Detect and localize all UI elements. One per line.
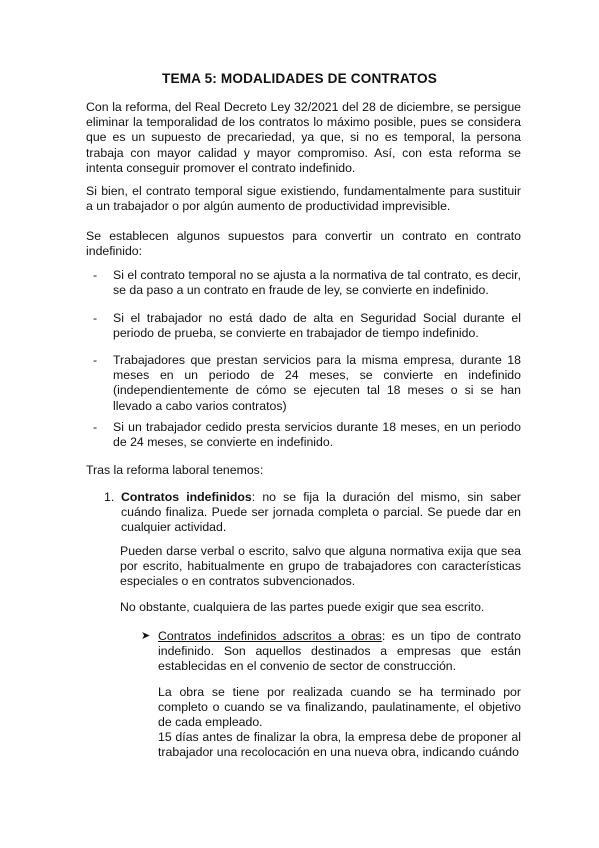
page-title: TEMA 5: MODALIDADES DE CONTRATOS (162, 71, 437, 86)
bullet-text: Si el contrato temporal no se ajusta a la normativa de tal contrato, es decir, se da paso a un contrato en fraude de ley, se convierte en indefinido. (113, 268, 521, 298)
tras-paragraph: Tras la reforma laboral tenemos: (86, 463, 264, 477)
temporal-paragraph: Si bien, el contrato temporal sigue existiendo, fundamentalmente para sustituir a un trabajador o por algún aumento de productividad imprevisible. (86, 184, 521, 214)
numbered-marker: 1. (104, 490, 115, 504)
arrow-marker-icon: ➤ (141, 630, 151, 642)
supuestos-paragraph: Se establecen algunos supuestos para convertir un contrato en contrato indefinido: (86, 229, 521, 259)
sub-body: : es un tipo de contrato indefinido. Son aquellos destinados a empresas que están establecidas en el convenio de sector de construcción. (158, 629, 521, 674)
sub-heading: Contratos indefinidos adscritos a obras (158, 629, 382, 643)
bullet-marker: - (93, 311, 98, 325)
bullet-marker: - (93, 268, 98, 282)
numbered-text (121, 490, 521, 536)
numbered-body: : no se fija la duración del mismo, sin saber cuándo finaliza. Puede ser jornada completa o parcial. Se puede dar en cualquier actividad. (121, 490, 521, 535)
intro-paragraph: Con la reforma, del Real Decreto Ley 32/2021 del 28 de diciembre, se persigue eliminar la temporalidad de los contratos lo máximo posible, pues se considera que es un supuesto de precariedad, ya que, si no es temporal, la persona trabaja con mayor calidad y mayor compromiso. Así, con esta reforma se intenta conseguir promover el contrato indefinido. (86, 100, 521, 175)
sub-text (158, 629, 521, 675)
numbered-paragraph-3: No obstante, cualquiera de las partes puede exigir que sea escrito. (120, 600, 485, 614)
bullet-text: Si un trabajador cedido presta servicios durante 18 meses, en un periodo de 24 meses, se convierte en indefinido. (113, 420, 521, 450)
bullet-text: Si el trabajador no está dado de alta en Seguridad Social durante el periodo de prueba, se convierte en trabajador de tiempo indefinido. (113, 311, 521, 341)
sub-paragraph-2: La obra se tiene por realizada cuando se ha terminado por completo o cuando se va finalizando, paulatinamente, el objetivo de cada empleado. (158, 685, 521, 730)
numbered-heading: Contratos indefinidos (121, 490, 252, 504)
numbered-paragraph-2: Pueden darse verbal o escrito, salvo que alguna normativa exija que sea por escrito, habitualmente en grupo de trabajadores con características especiales o en contratos subvencionados. (120, 544, 521, 589)
bullet-marker: - (93, 420, 98, 434)
bullet-text: Trabajadores que prestan servicios para la misma empresa, durante 18 meses en un periodo de 24 meses, se convierte en indefinido (independientemente de cómo se ejecuten tal 18 meses o si se han llevado a cabo varios contratos) (113, 353, 521, 413)
sub-paragraph-3: 15 días antes de finalizar la obra, la empresa debe de proponer al trabajador una recolocación en una nueva obra, indicando cuándo (158, 730, 521, 760)
bullet-marker: - (93, 353, 98, 367)
